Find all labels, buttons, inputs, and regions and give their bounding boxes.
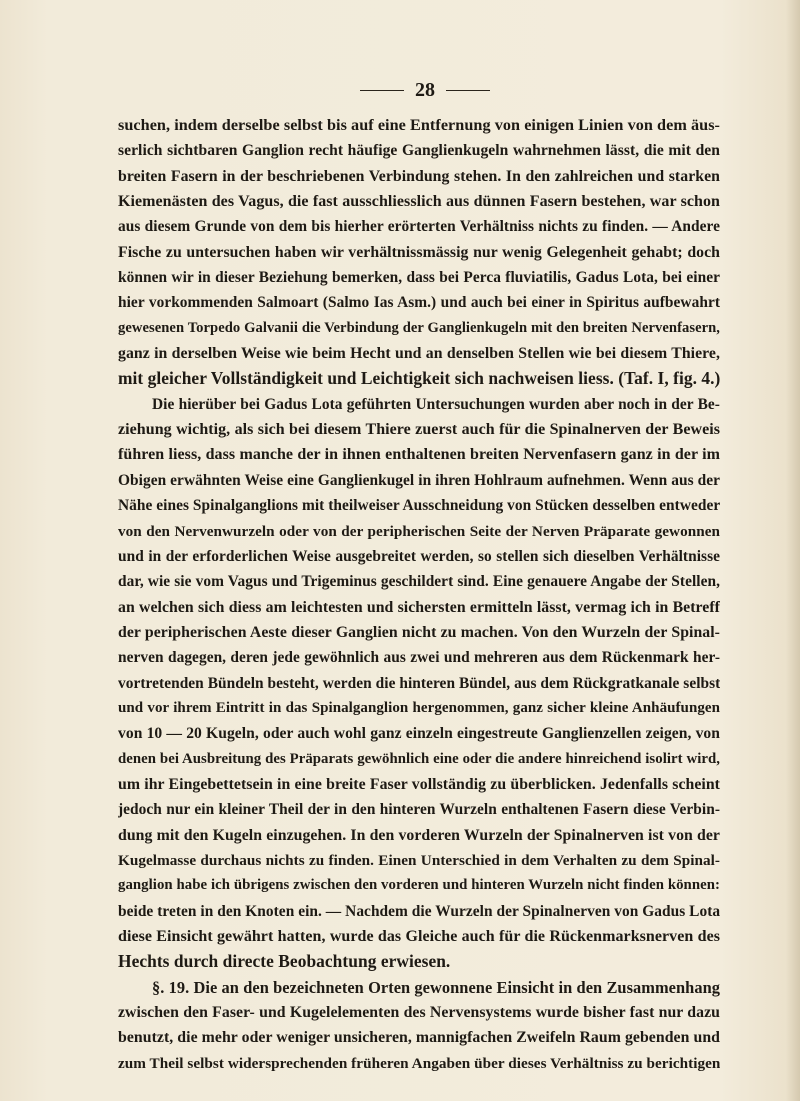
text-line: von den Nervenwurzeln oder von der peripherischen Seite der Nerven Präparate gewonnen bbox=[118, 522, 720, 540]
text-line: diese Einsicht gewährt hatten, wurde das Gleiche auch für die Rückenmarksnerven des bbox=[118, 928, 720, 945]
text-line: Kugelmasse durchaus nichts zu finden. Einen Unterschied in dem Verhalten zu dem Spinal- bbox=[118, 851, 720, 869]
text-line: Kiemenästen des Vagus, die fast ausschliesslich aus dünnen Fasern bestehen, war schon bbox=[118, 193, 720, 211]
text-line: vortretenden Bündeln besteht, werden die hinteren Bündel, aus dem Rückgratkanale selbst bbox=[118, 674, 720, 692]
text-line: suchen, indem derselbe selbst bis auf eine Entfernung von einigen Linien von dem äus- bbox=[118, 116, 720, 134]
text-line: an welchen sich diess am leichtesten und sichersten ermitteln lässt, vermag ich in Betreff bbox=[118, 598, 720, 616]
page-edge-shadow bbox=[786, 0, 800, 1101]
text-line: dar, wie sie vom Vagus und Trigeminus geschildert sind. Eine genauere Angabe der Stellen, bbox=[118, 573, 720, 591]
text-line: können wir in dieser Beziehung bemerken, dass bei Perca fluviatilis, Gadus Lota, bei einer bbox=[118, 269, 720, 287]
text-line: zwischen den Faser- und Kugelelementen des Nervensystems wurde bisher fast nur dazu bbox=[118, 1004, 720, 1022]
text-line: dung mit den Kugeln einzugehen. In den vorderen Wurzeln der Spinalnerven ist von der bbox=[118, 826, 720, 844]
text-line: benutzt, die mehr oder weniger unsicheren, mannigfachen Zweifeln Raum gebenden und bbox=[118, 1029, 720, 1047]
text-line: führen liess, dass manche der in ihnen enthaltenen breiten Nervenfasern ganz in der im bbox=[118, 446, 720, 464]
text-line: denen bei Ausbreitung des Präparats gewöhnlich eine oder die andere hinreichend isolirt wird, bbox=[118, 750, 720, 767]
text-line: nerven dagegen, deren jede gewöhnlich aus zwei und mehreren aus dem Rückenmark her- bbox=[118, 649, 720, 667]
text-line: jedoch nur ein kleiner Theil der in den hinteren Wurzeln enthaltenen Fasern diese Verbin- bbox=[118, 801, 720, 819]
text-line: der peripherischen Aeste dieser Ganglien nicht zu machen. Von den Wurzeln der Spinal- bbox=[118, 623, 720, 641]
text-line: um ihr Eingebettetsein in eine breite Faser vollständig zu überblicken. Jedenfalls scheint bbox=[118, 775, 720, 793]
text-line: Hechts durch directe Beobachtung erwiesen. bbox=[118, 951, 451, 972]
text-line: beide treten in den Knoten ein. — Nachdem die Wurzeln der Spinalnerven von Gadus Lota bbox=[118, 902, 720, 920]
text-line: zum Theil selbst widersprechenden früheren Angaben über dieses Verhältniss zu berichtigen bbox=[118, 1054, 720, 1072]
text-line: Obigen erwähnten Weise eine Ganglienkugel in ihren Hohlraum aufnehmen. Wenn aus der bbox=[118, 471, 720, 489]
text-line: gewesenen Torpedo Galvanii die Verbindung der Ganglienkugeln mit den breiten Nervenfasern, bbox=[118, 319, 720, 336]
text-line: hier vorkommenden Salmoart (Salmo Ias Asm.) und auch bei einer in Spiritus aufbewahrt bbox=[118, 294, 720, 312]
text-line: ziehung wichtig, als sich bei diesem Thiere zuerst auch für die Spinalnerven der Beweis bbox=[118, 421, 720, 439]
page-number: 28 bbox=[415, 79, 435, 101]
page-header bbox=[0, 78, 800, 102]
header-rule-left bbox=[360, 90, 404, 91]
text-line: Fische zu untersuchen haben wir verhältnissmässig nur wenig Gelegenheit gehabt; doch bbox=[118, 243, 720, 261]
text-line: und vor ihrem Eintritt in das Spinalganglion hergenommen, ganz sicher kleine Anhäufungen bbox=[118, 699, 720, 716]
body-text bbox=[118, 113, 720, 1076]
text-line: aus diesem Grunde von dem bis hierher erörterten Verhältniss nichts zu finden. — Andere bbox=[118, 218, 720, 236]
header-rule-right bbox=[446, 90, 490, 91]
text-line: Nähe eines Spinalganglions mit theilweiser Ausschneidung von Stücken desselben entweder bbox=[118, 497, 720, 515]
text-line: breiten Fasern in der beschriebenen Verbindung stehen. In den zahlreichen und starken bbox=[118, 167, 720, 185]
text-line: ganz in derselben Weise wie beim Hecht und an denselben Stellen wie bei diesem Thiere, bbox=[118, 345, 720, 363]
text-line: serlich sichtbaren Ganglion recht häufige Ganglienkugeln wahrnehmen lässt, die mit den bbox=[118, 142, 720, 160]
text-line: mit gleicher Vollständigkeit und Leichtigkeit sich nachweisen liess. (Taf. I, fig. 4.) bbox=[118, 368, 720, 389]
text-line: von 10 — 20 Kugeln, oder auch wohl ganz einzeln eingestreute Ganglienzellen zeigen, von bbox=[118, 725, 720, 743]
text-line: und in der erforderlichen Weise ausgebreitet werden, so stellen sich dieselben Verhältnisse bbox=[118, 547, 720, 565]
text-line: ganglion habe ich übrigens zwischen den vorderen und hinteren Wurzeln nicht finden können: bbox=[118, 877, 720, 894]
text-line: Die hierüber bei Gadus Lota geführten Untersuchungen wurden aber noch in der Be- bbox=[152, 395, 720, 413]
text-line: §. 19. Die an den bezeichneten Orten gewonnene Einsicht in den Zusammenhang bbox=[152, 977, 720, 997]
